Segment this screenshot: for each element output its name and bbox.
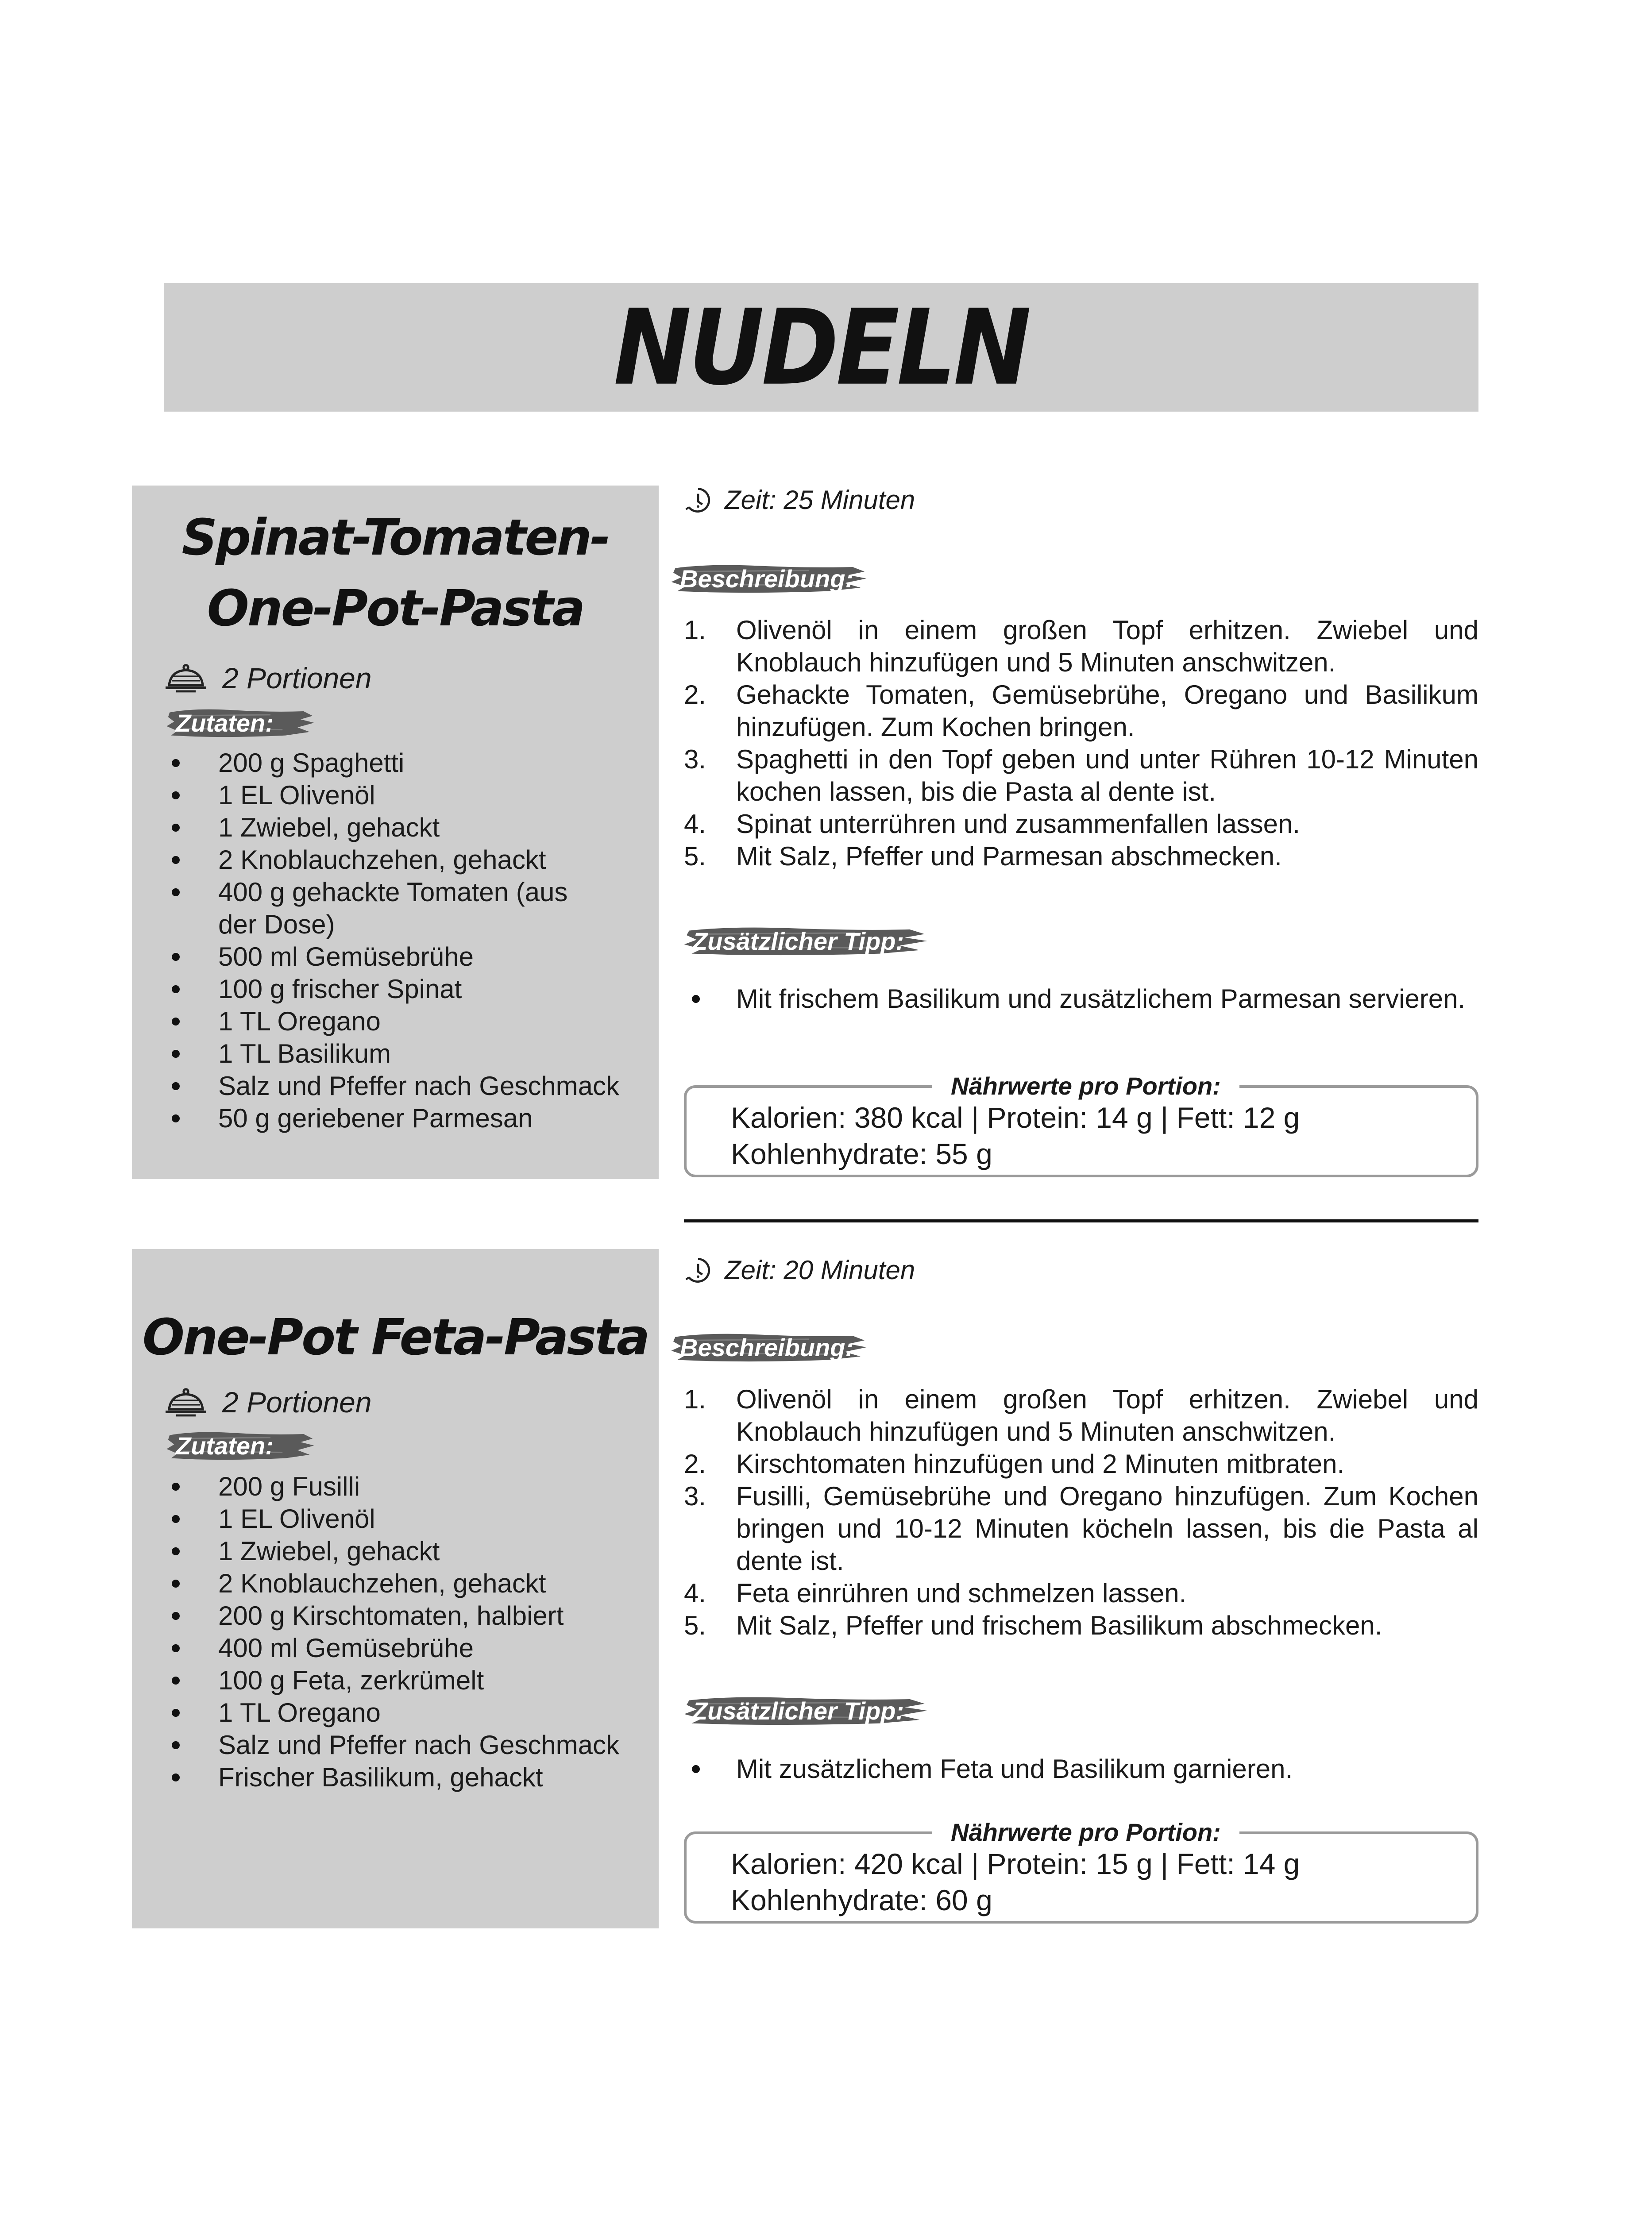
ingredient-item: 1 TL Oregano [164,1005,661,1037]
nutrition-title: Nährwerte pro Portion: [932,1070,1239,1102]
nutrition-line: Kohlenhydrate: 55 g [731,1137,992,1170]
step-number: 4. [684,809,706,839]
ingredient-item: 400 ml Gemüsebrühe [164,1632,661,1664]
step-number: 3. [684,744,706,774]
nutrition-box [684,1818,1478,1924]
step-number: 4. [684,1578,706,1608]
ingredient-item: 50 g geriebener Parmesan [164,1102,661,1134]
steps-list [684,614,1478,872]
ingredients-list [164,1470,661,1793]
recipe-title: Spinat-Tomaten- [181,509,609,567]
recipe-title-line2: One-Pot-Pasta [207,580,584,637]
cook-time-label: Zeit: 20 Minuten [725,1255,915,1285]
recipe-divider [684,1219,1478,1222]
nutrition-line: Kohlenhydrate: 60 g [731,1884,992,1916]
tip-label: Zusätzlicher Tipp: [682,924,930,958]
page-header [164,283,1478,412]
ingredient-item: 100 g Feta, zerkrümelt [164,1664,661,1696]
step-number: 5. [684,841,706,871]
ingredient-item: 1 TL Basilikum [164,1037,661,1070]
step-item: 5. Mit Salz, Pfeffer und frischem Basilikum abschmecken. [684,1609,1478,1642]
ingredient-item: 1 Zwiebel, gehackt [164,811,661,844]
tip-label: Zusätzlicher Tipp: [682,1693,930,1728]
ingredient-item: Salz und Pfeffer nach Geschmack [164,1070,661,1102]
ingredient-item: 2 Knoblauchzehen, gehackt [164,844,661,876]
ingredients-label: Zutaten: [165,706,316,740]
step-number: 3. [684,1481,706,1511]
clock-icon [684,1256,712,1284]
ingredients-panel [132,1249,659,1928]
clock-icon [684,486,712,514]
ingredients-label: Zutaten: [165,1428,316,1463]
step-item: 1. Olivenöl in einem großen Topf erhitzen. Zwiebel und Knoblauch hinzufügen und 5 Minuten anschwitzen. [684,1383,1478,1448]
step-number: 2. [684,680,706,709]
cook-time [684,485,915,515]
portions-label: 2 Portionen [222,1386,372,1419]
step-item: 5. Mit Salz, Pfeffer und Parmesan abschmecken. [684,840,1478,872]
tip-item: Mit frischem Basilikum und zusätzlichem Parmesan servieren. [684,983,1478,1015]
page-title: NUDELN [614,286,1029,409]
ingredient-item: 100 g frischer Spinat [164,973,661,1005]
ingredient-item: 200 g Kirschtomaten, halbiert [164,1600,661,1632]
tip-item: Mit zusätzlichem Feta und Basilikum garnieren. [684,1753,1478,1785]
description-label: Beschreibung: [669,1330,868,1365]
ingredient-item: 2 Knoblauchzehen, gehackt [164,1567,661,1600]
description-label: Beschreibung: [669,561,868,596]
tips-list [684,1753,1478,1785]
portions [164,660,372,696]
cook-time [684,1255,915,1285]
nutrition-line: Kalorien: 380 kcal | Protein: 14 g | Fett: 12 g [731,1101,1300,1134]
step-number: 2. [684,1449,706,1479]
cook-time-label: Zeit: 25 Minuten [725,485,915,515]
ingredient-item: 1 TL Oregano [164,1696,661,1729]
step-number: 5. [684,1611,706,1640]
step-item: 2. Kirschtomaten hinzufügen und 2 Minuten mitbraten. [684,1448,1478,1480]
ingredient-item: 200 g Fusilli [164,1470,661,1503]
portions [164,1384,372,1420]
ingredient-item: 400 g gehackte Tomaten (aus der Dose) [164,876,581,941]
recipe-title: One-Pot Feta-Pasta [142,1309,648,1366]
ingredient-item: 200 g Spaghetti [164,747,661,779]
step-item: 2. Gehackte Tomaten, Gemüsebrühe, Oregano und Basilikum hinzufügen. Zum Kochen bringen. [684,679,1478,743]
step-item: 4. Feta einrühren und schmelzen lassen. [684,1577,1478,1609]
step-number: 1. [684,1384,706,1414]
ingredient-item: 1 EL Olivenöl [164,779,661,811]
step-item: 4. Spinat unterrühren und zusammenfallen lassen. [684,808,1478,840]
cloche-icon [164,660,208,696]
ingredient-item: Salz und Pfeffer nach Geschmack [164,1729,661,1761]
nutrition-box [684,1072,1478,1177]
ingredient-item: 500 ml Gemüsebrühe [164,941,661,973]
portions-label: 2 Portionen [222,662,372,694]
step-item: 1. Olivenöl in einem großen Topf erhitzen. Zwiebel und Knoblauch hinzufügen und 5 Minuten anschwitzen. [684,614,1478,679]
ingredient-item: 1 EL Olivenöl [164,1503,661,1535]
nutrition-title: Nährwerte pro Portion: [932,1816,1239,1848]
ingredient-item: Frischer Basilikum, gehackt [164,1761,661,1793]
cloche-icon [164,1384,208,1420]
step-item: 3. Fusilli, Gemüsebrühe und Oregano hinzufügen. Zum Kochen bringen und 10-12 Minuten köcheln lassen, bis die Pasta al dente ist. [684,1480,1478,1577]
ingredients-panel [132,486,659,1179]
steps-list [684,1383,1478,1642]
step-number: 1. [684,615,706,645]
tips-list [684,983,1478,1015]
nutrition-line: Kalorien: 420 kcal | Protein: 15 g | Fett: 14 g [731,1847,1300,1880]
ingredients-list [164,747,661,1134]
step-item: 3. Spaghetti in den Topf geben und unter Rühren 10-12 Minuten kochen lassen, bis die Pasta al dente ist. [684,743,1478,808]
ingredient-item: 1 Zwiebel, gehackt [164,1535,661,1567]
